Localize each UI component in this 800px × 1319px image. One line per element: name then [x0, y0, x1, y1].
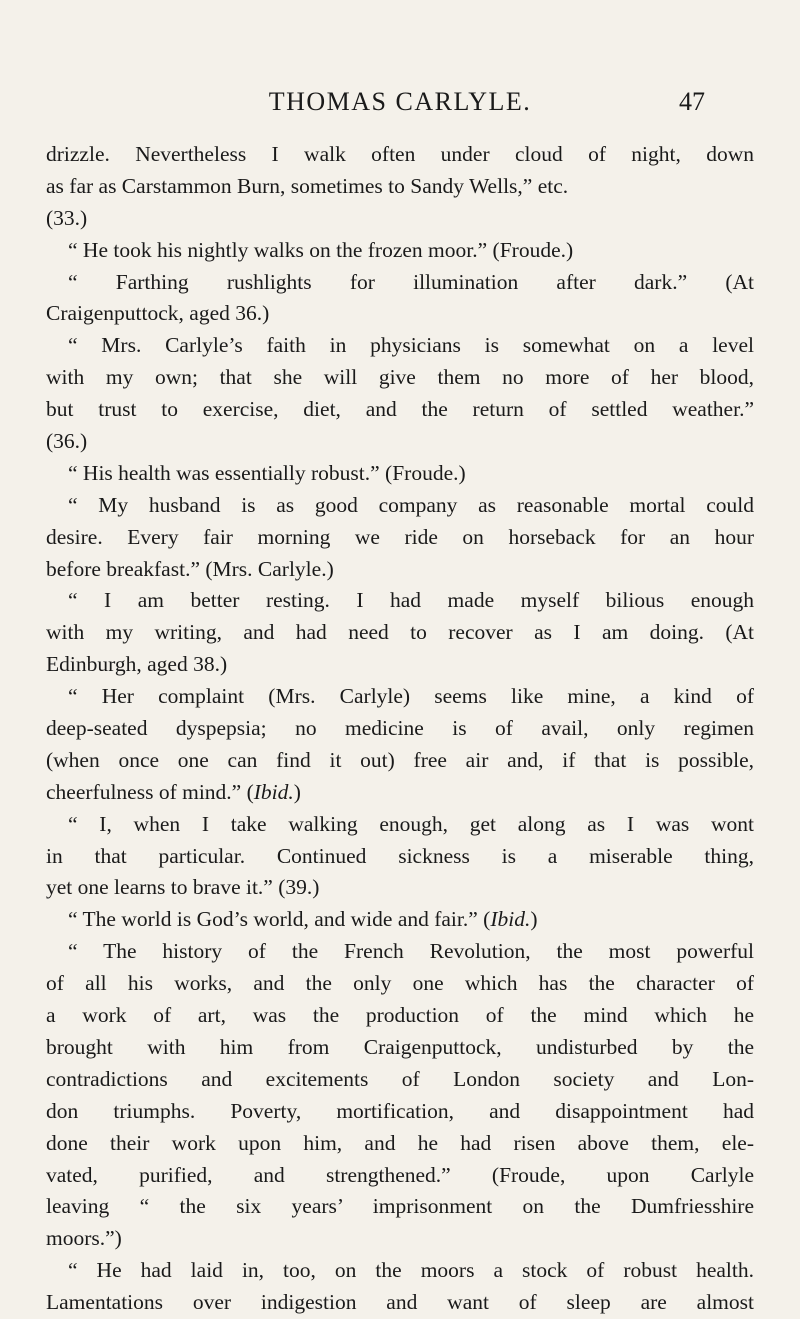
text-line: a work of art, was the production of the mind which he: [46, 1003, 754, 1028]
text-line: “ Farthing rushlights for illumination after dark.” (At: [68, 269, 754, 294]
text-line: “ He had laid in, too, on the moors a stock of robust health.: [68, 1258, 754, 1283]
running-head: [0, 82, 800, 122]
text-line: (33.): [46, 205, 88, 230]
running-title: THOMAS CARLYLE.: [268, 87, 532, 116]
text-line: contradictions and excitements of London society and Lon-: [46, 1066, 754, 1091]
text-line: before breakfast.” (Mrs. Carlyle.): [46, 556, 334, 581]
text-line: deep-seated dyspepsia; no medicine is of avail, only regimen: [46, 716, 754, 741]
text-line: desire. Every fair morning we ride on horseback for an hour: [46, 524, 754, 549]
text-line: leaving “ the six years’ imprisonment on the Dumfriesshire: [46, 1194, 754, 1219]
text-line: of all his works, and the only one which has the character of: [46, 971, 754, 996]
text-line: “ He took his nightly walks on the frozen moor.” (Froude.): [68, 237, 574, 262]
text-line: moors.”): [46, 1226, 122, 1251]
page-number: 47: [679, 87, 705, 116]
text-line: vated, purified, and strengthened.” (Froude, upon Carlyle: [46, 1162, 754, 1187]
text-line: with my own; that she will give them no more of her blood,: [46, 365, 754, 390]
ibid-italic: Ibid.: [490, 907, 531, 932]
ibid-italic: Ibid.: [253, 779, 294, 804]
text-line: cheerfulness of mind.” (Ibid.): [46, 779, 301, 804]
text-line: “ Mrs. Carlyle’s faith in physicians is somewhat on a level: [68, 333, 754, 358]
text-line: Craigenputtock, aged 36.): [46, 301, 270, 326]
text-line: drizzle. Nevertheless I walk often under cloud of night, down: [46, 142, 754, 166]
text-line: don triumphs. Poverty, mortification, and disappointment had: [46, 1098, 754, 1123]
text-line: “ I am better resting. I had made myself bilious enough: [68, 588, 754, 613]
text-line: Lamentations over indigestion and want of sleep are almost: [46, 1290, 754, 1315]
text-line: “ My husband is as good company as reasonable mortal could: [68, 492, 754, 517]
text-line: “ The history of the French Revolution, the most powerful: [68, 939, 754, 964]
body-text: [46, 139, 754, 1319]
text-line: in that particular. Continued sickness is a miserable thing,: [46, 843, 754, 868]
text-line: yet one learns to brave it.” (39.): [46, 875, 320, 900]
text-line: (36.): [46, 429, 88, 454]
text-line: (when once one can find it out) free air and, if that is possible,: [46, 747, 754, 772]
text-line: “ I, when I take walking enough, get along as I was wont: [68, 811, 754, 836]
text-line: “ His health was essentially robust.” (Froude.): [68, 460, 466, 485]
text-line: “ The world is God’s world, and wide and fair.” (Ibid.): [68, 907, 538, 932]
text-line: but trust to exercise, diet, and the return of settled weather.”: [46, 397, 754, 422]
text-line: Edinburgh, aged 38.): [46, 652, 228, 677]
text-line: brought with him from Craigenputtock, undisturbed by the: [46, 1034, 754, 1059]
text-line: with my writing, and had need to recover as I am doing. (At: [46, 620, 754, 645]
text-line: as far as Carstammon Burn, sometimes to Sandy Wells,” etc.: [46, 173, 569, 198]
text-line: “ Her complaint (Mrs. Carlyle) seems like mine, a kind of: [68, 684, 754, 709]
text-line: done their work upon him, and he had risen above them, ele-: [46, 1130, 754, 1155]
